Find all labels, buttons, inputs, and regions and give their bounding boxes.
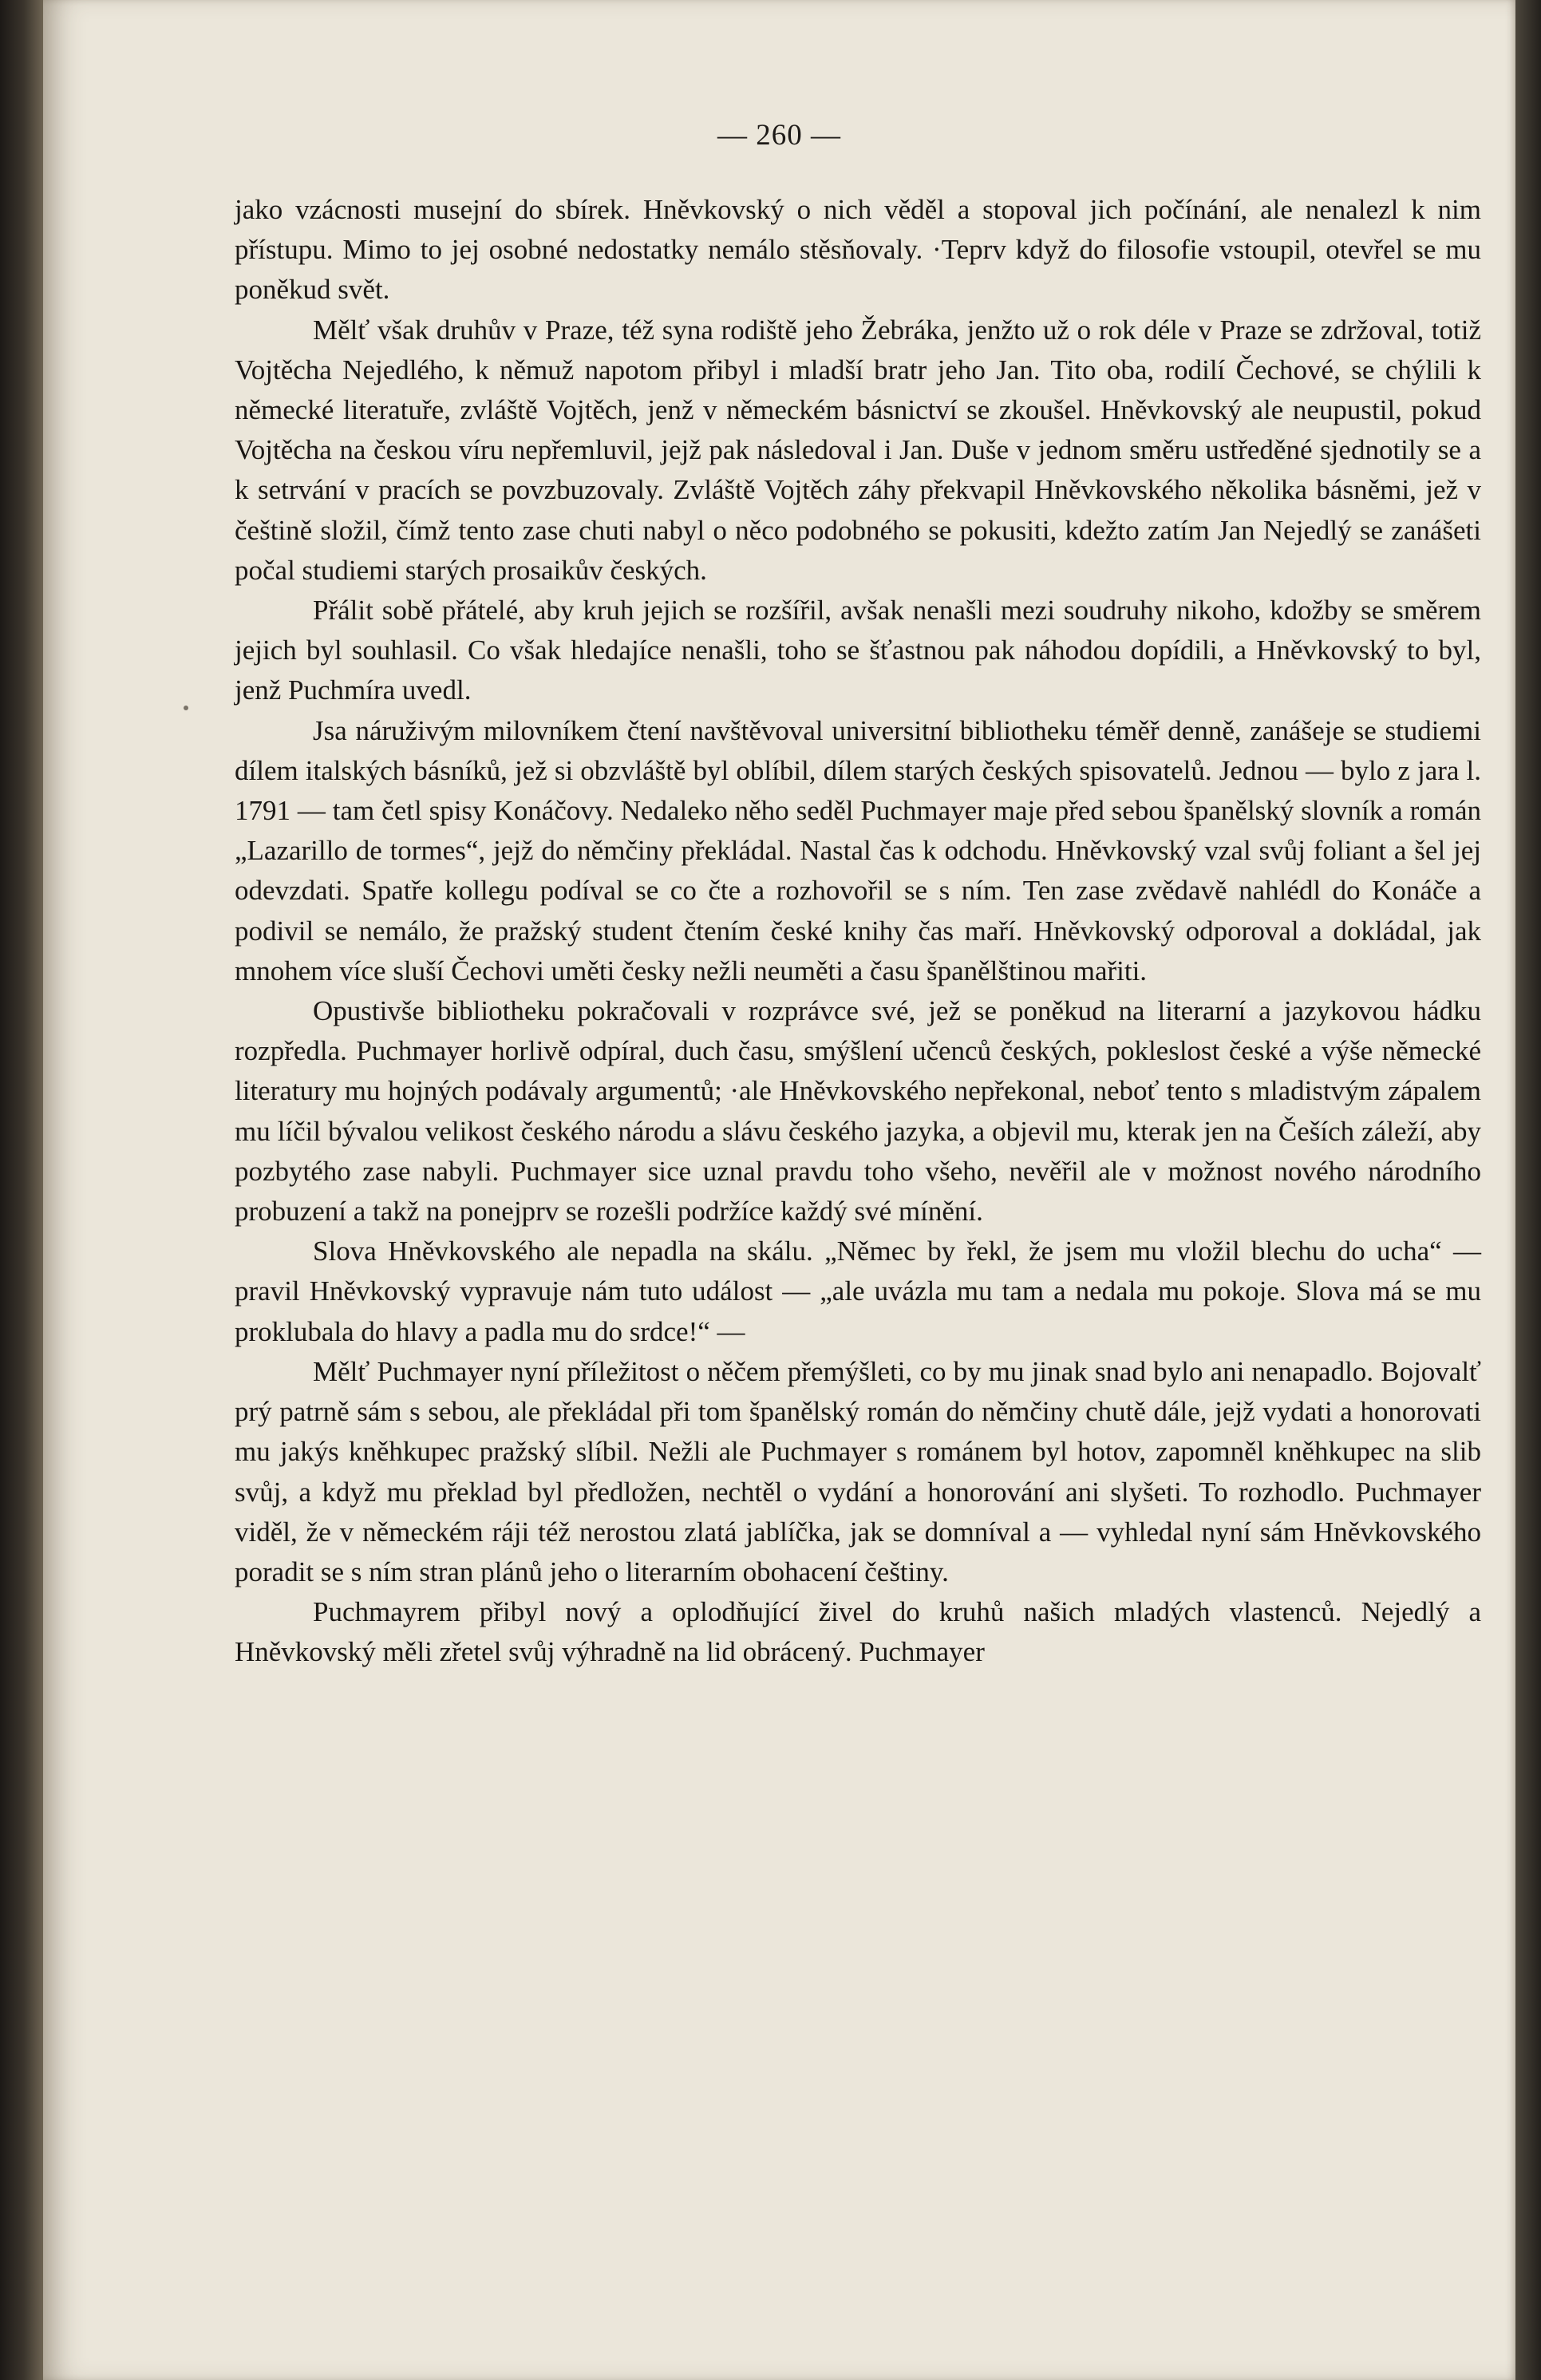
paper-speck bbox=[184, 706, 188, 710]
book-edge-shadow bbox=[1515, 0, 1541, 2380]
body-text bbox=[235, 190, 1481, 1673]
paragraph: Přálit sobě přátelé, aby kruh jejich se rozšířil, avšak nenašli mezi soudruhy nikoho, kdožby se směrem jejich byl souhlasil. Co však hledajíce nenašli, toho se šťastnou pak náhodou dopídili, a Hněvkovský to byl, jenž Puchmíra uvedl. bbox=[235, 595, 1481, 706]
paragraph-continued: jako vzácnosti musejní do sbírek. Hněvkovský o nich věděl a stopoval jich počínání, ale nenalezl k nim přístupu. Mimo to jej osobné nedostatky nemálo stěsňovaly. ·Teprv když do filosofie vstoupil, otevřel se mu poněkud svět. bbox=[235, 194, 1481, 306]
book-spine-shadow bbox=[0, 0, 43, 2380]
page-number: — 260 — bbox=[717, 119, 841, 152]
paragraph: Puchmayrem přibyl nový a oplodňující živel do kruhů našich mladých vlastenců. Nejedlý a Hněvkovský měli zřetel svůj výhradně na lid obrácený. Puchmayer bbox=[235, 1596, 1481, 1668]
paragraph: Mělť však druhův v Praze, též syna rodiště jeho Žebráka, jenžto už o rok déle v Praze se zdržoval, totiž Vojtěcha Nejedlého, k němuž napotom přibyl i mladší bratr jeho Jan. Tito oba, rodilí Čechové, se chýlili k německé literatuře, zvláště Vojtěch, jenž v německém básnictví se zkoušel. Hněvkovský ale neupustil, pokud Vojtěcha na českou víru nepřemluvil, jejž pak následoval i Jan. Duše v jednom směru ustředěné sjednotily se a k setrvání v pracích se povzbuzovaly. Zvláště Vojtěch záhy překvapil Hněvkovského několika básněmi, jež v češtině složil, čímž tento zase chuti nabyl o něco podobného se pokusiti, kdežto zatím Jan Nejedlý se zanášeti počal studiemi starých prosaikův českých. bbox=[235, 314, 1481, 586]
paragraph: Opustivše bibliotheku pokračovali v rozprávce své, jež se poněkud na literarní a jazykovou hádku rozpředla. Puchmayer horlivě odpíral, duch času, smýšlení učenců českých, pokleslost české a výše německé literatury mu hojných podávaly argumentů; ·ale Hněvkovského nepřekonal, neboť tento s mladistvým zápalem mu líčil bývalou velikost českého národu a slávu českého jazyka, a objevil mu, kterak jen na Češích záleží, aby pozbytého zase nabyli. Puchmayer sice uznal pravdu toho všeho, nevěřil ale v možnost nového národního probuzení a takž na ponejprv se rozešli podržíce každý své mínění. bbox=[235, 995, 1481, 1228]
paragraph: Mělť Puchmayer nyní příležitost o něčem přemýšleti, co by mu jinak snad bylo ani nenapadlo. Bojovalť prý patrně sám s sebou, ale překládal při tom španělský román do němčiny chutě dále, jejž vydati a honorovati mu jakýs kněhkupec pražský slíbil. Nežli ale Puchmayer s románem byl hotov, zapomněl kněhkupec na slib svůj, a když mu překlad byl předložen, nechtěl o vydání a honorování ani slyšeti. To rozhodlo. Puchmayer viděl, že v německém ráji též nerostou zlatá jablíčka, jak se domníval a — vyhledal nyní sám Hněvkovského poradit se s ním stran plánů jeho o literarním obohacení češtiny. bbox=[235, 1355, 1481, 1587]
book-page bbox=[43, 0, 1515, 2380]
paragraph: Jsa náruživým milovníkem čtení navštěvoval universitní bibliotheku téměř denně, zanášeje se studiemi dílem italských básníků, jež si obzvláště byl oblíbil, dílem starých českých spisovatelů. Jednou — bylo z jara l. 1791 — tam četl spisy Konáčovy. Nedaleko něho seděl Puchmayer maje před sebou španělský slovník a román „Lazarillo de tormes“, jejž do němčiny překládal. Nastal čas k odchodu. Hněvkovský vzal svůj foliant a šel jej odevzdati. Spatře kollegu podíval se co čte a rozhovořil se s ním. Ten zase zvědavě nahlédl do Konáče a podivil se nemálo, že pražský student čtením české knihy čas maří. Hněvkovský odporoval a dokládal, jak mnohem více sluší Čechovi uměti česky nežli neuměti a času španělštinou mařiti. bbox=[235, 714, 1481, 986]
paragraph: Slova Hněvkovského ale nepadla na skálu. „Němec by řekl, že jsem mu vložil blechu do ucha“ — pravil Hněvkovský vypravuje nám tuto událost — „ale uvázla mu tam a nedala mu pokoje. Slova má se mu proklubala do hlavy a padla mu do srdce!“ — bbox=[235, 1235, 1481, 1347]
